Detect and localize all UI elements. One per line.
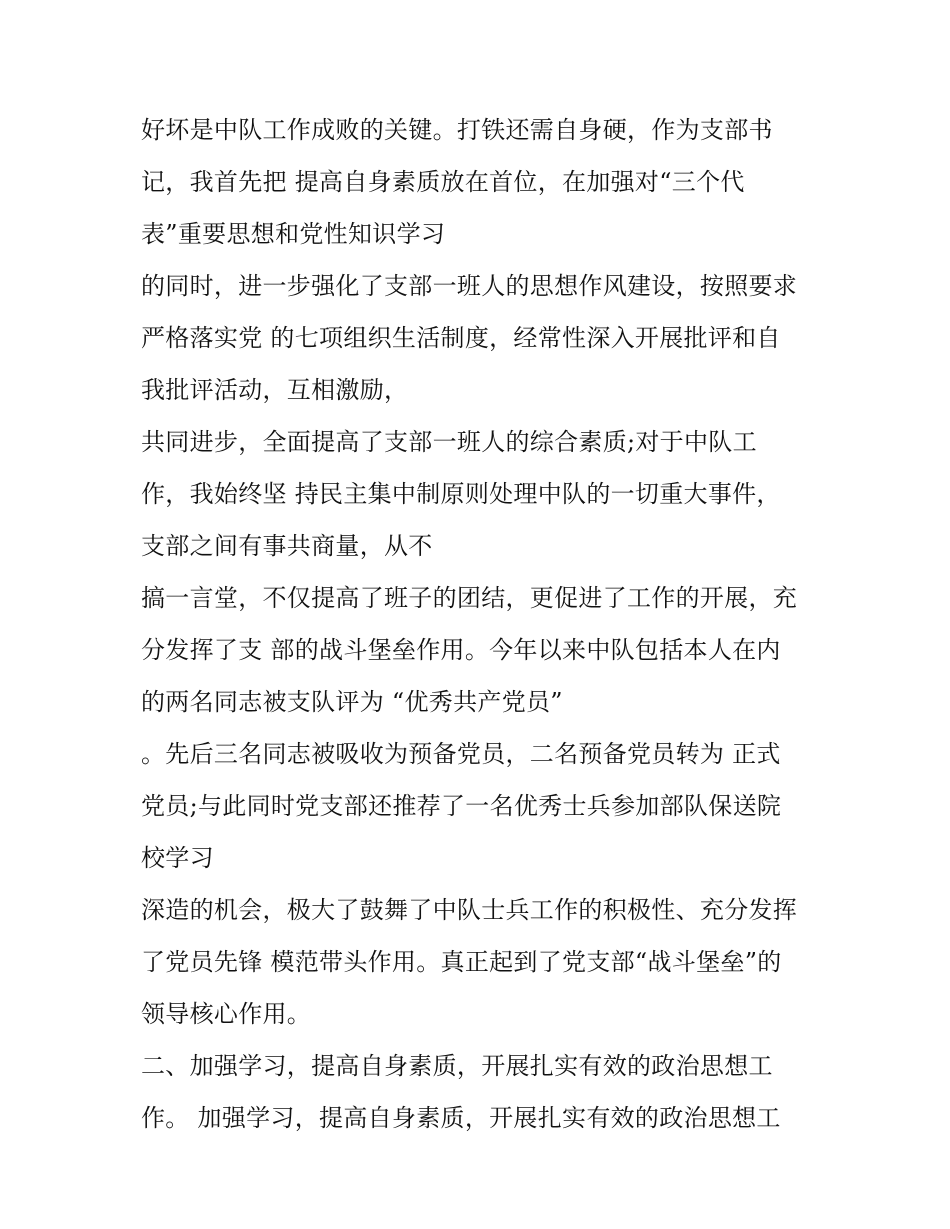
text-line-1: 好坏是中队工作成败的关键。打铁还需自身硬，作为支部书 <box>141 116 773 144</box>
text-line-13: 。先后三名同志被吸收为预备党员，二名预备党员转为 正式 <box>141 740 781 768</box>
text-line-8: 作，我始终坚 持民主集中制原则处理中队的一切重大事件， <box>141 480 781 508</box>
text-line-17: 了党员先锋 模范带头作用。真正起到了党支部“战斗堡垒”的 <box>141 948 782 976</box>
text-line-16: 深造的机会，极大了鼓舞了中队士兵工作的积极性、充分发挥 <box>141 896 798 924</box>
text-line-2: 记，我首先把 提高自身素质放在首位，在加强对“三个代 <box>141 168 745 196</box>
text-line-19: 二、加强学习，提高自身素质，开展扎实有效的政治思想工 <box>141 1052 773 1080</box>
text-line-18: 领导核心作用。 <box>141 1000 312 1028</box>
text-line-3: 表”重要思想和党性知识学习 <box>141 220 446 248</box>
text-line-7: 共同进步，全面提高了支部一班人的综合素质;对于中队工 <box>141 428 757 456</box>
text-line-4: 的同时，进一步强化了支部一班人的思想作风建设，按照要求 <box>141 272 798 300</box>
text-line-9: 支部之间有事共商量，从不 <box>141 532 433 560</box>
text-line-15: 校学习 <box>141 844 214 872</box>
text-line-20: 作。 加强学习，提高自身素质，开展扎实有效的政治思想工 <box>141 1104 781 1132</box>
text-line-10: 搞一言堂，不仅提高了班子的团结，更促进了工作的开展，充 <box>141 584 798 612</box>
document-body <box>141 110 831 1150</box>
text-line-12: 的两名同志被支队评为 “优秀共产党员” <box>141 688 563 716</box>
text-line-14: 党员;与此同时党支部还推荐了一名优秀士兵参加部队保送院 <box>141 792 782 820</box>
text-line-5: 严格落实党 的七项组织生活制度，经常性深入开展批评和自 <box>141 324 781 352</box>
text-line-6: 我批评活动，互相激励， <box>141 376 409 404</box>
text-line-11: 分发挥了支 部的战斗堡垒作用。今年以来中队包括本人在内 <box>141 636 781 664</box>
